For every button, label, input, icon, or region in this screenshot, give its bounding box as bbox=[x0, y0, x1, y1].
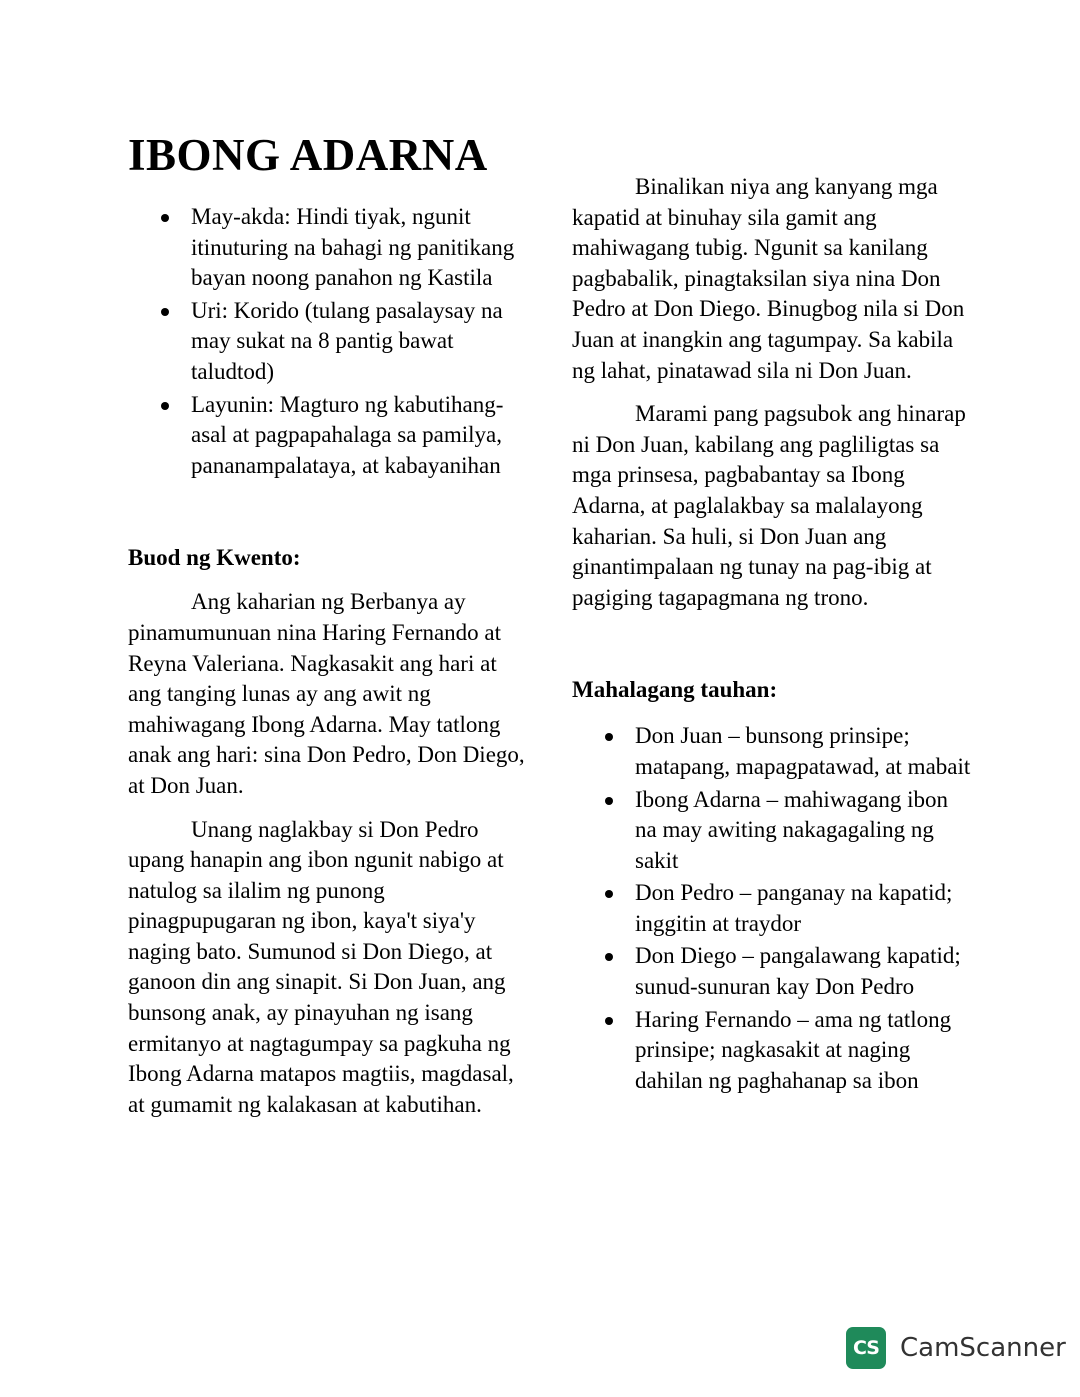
bullet-icon bbox=[605, 953, 613, 961]
camscanner-watermark bbox=[846, 1326, 1066, 1370]
left-column bbox=[128, 128, 528, 1120]
summary-paragraph: Binalikan niya ang kanyang mga kapatid at binuhay sila gamit ang mahiwagang tubig. Ngunit sa kanilang pagbabalik, pinagtaksilan siya nina Don Pedro at Don Diego. Binugbog nila si Don Juan at inangkin ang tagumpay. Sa kabila ng lahat, pinatawad sila ni Don Juan. bbox=[572, 174, 965, 383]
document-title: IBONG ADARNA bbox=[128, 130, 488, 180]
info-list bbox=[128, 202, 528, 481]
summary-paragraph: Unang naglakbay si Don Pedro upang hanapin ang ibon ngunit nabigo at natulog sa ilalim ng punong pinagpupugaran ng ibon, kaya't siya'y naging bato. Sumunod si Don Diego, at ganoon din ang sinapit. Si Don Juan, ang bunsong anak, ay pinayuhan ng isang ermitanyo at nagtagumpay sa pagkuha ng Ibong Adarna matapos magtiis, magdasal, at gumamit ng kalakasan at kabutihan. bbox=[128, 816, 514, 1117]
bullet-icon bbox=[605, 733, 613, 741]
right-column bbox=[572, 172, 972, 1098]
summary-paragraph: Ang kaharian ng Berbanya ay pinamumunuan nina Haring Fernando at Reyna Valeriana. Nagkasakit ang hari at ang tanging lunas ay ang awit ng mahiwagang Ibong Adarna. May tatlong anak ang hari: sina Don Pedro, Don Diego, at Don Juan. bbox=[128, 589, 525, 798]
summary-body-right bbox=[572, 172, 972, 613]
summary-paragraph: Marami pang pagsubok ang hinarap ni Don Juan, kabilang ang pagliligtas sa mga prinsesa, pagbabantay sa Ibong Adarna, at paglalakbay sa malalayong kaharian. Sa huli, si Don Juan ang ginantimpalaan ng tunay na pag-ibig at pagiging tagapagmana ng trono. bbox=[572, 401, 966, 610]
camscanner-logo-icon: CS bbox=[846, 1327, 886, 1369]
characters-heading: Mahalagang tauhan: bbox=[572, 677, 778, 703]
info-item-type: Uri: Korido (tulang pasalaysay na may sukat na 8 pantig bawat taludtod) bbox=[128, 296, 528, 388]
bullet-icon bbox=[161, 308, 169, 316]
character-item: Don Diego – pangalawang kapatid; sunud-sunuran kay Don Pedro bbox=[572, 941, 972, 1002]
characters-list bbox=[572, 721, 972, 1096]
camscanner-logo-text: CamScanner bbox=[900, 1333, 1066, 1363]
summary-body-left bbox=[128, 587, 528, 1120]
character-item: Don Juan – bunsong prinsipe; matapang, mapagpatawad, at mabait bbox=[572, 721, 972, 782]
character-item: Haring Fernando – ama ng tatlong prinsipe; nagkasakit at naging dahilan ng paghahanap sa ibon bbox=[572, 1005, 972, 1097]
info-item-author: May-akda: Hindi tiyak, ngunit itinuturing na bahagi ng panitikang bayan noong panahon ng Kastila bbox=[128, 202, 528, 294]
character-item: Don Pedro – panganay na kapatid; inggitin at traydor bbox=[572, 878, 972, 939]
summary-heading: Buod ng Kwento: bbox=[128, 545, 301, 571]
bullet-icon bbox=[605, 890, 613, 898]
bullet-icon bbox=[161, 402, 169, 410]
bullet-icon bbox=[605, 1017, 613, 1025]
bullet-icon bbox=[605, 797, 613, 805]
info-item-purpose: Layunin: Magturo ng kabutihang-asal at pagpapahalaga sa pamilya, pananampalataya, at kabayanihan bbox=[128, 390, 528, 482]
bullet-icon bbox=[161, 214, 169, 222]
character-item: Ibong Adarna – mahiwagang ibon na may awiting nakagagaling ng sakit bbox=[572, 785, 972, 877]
